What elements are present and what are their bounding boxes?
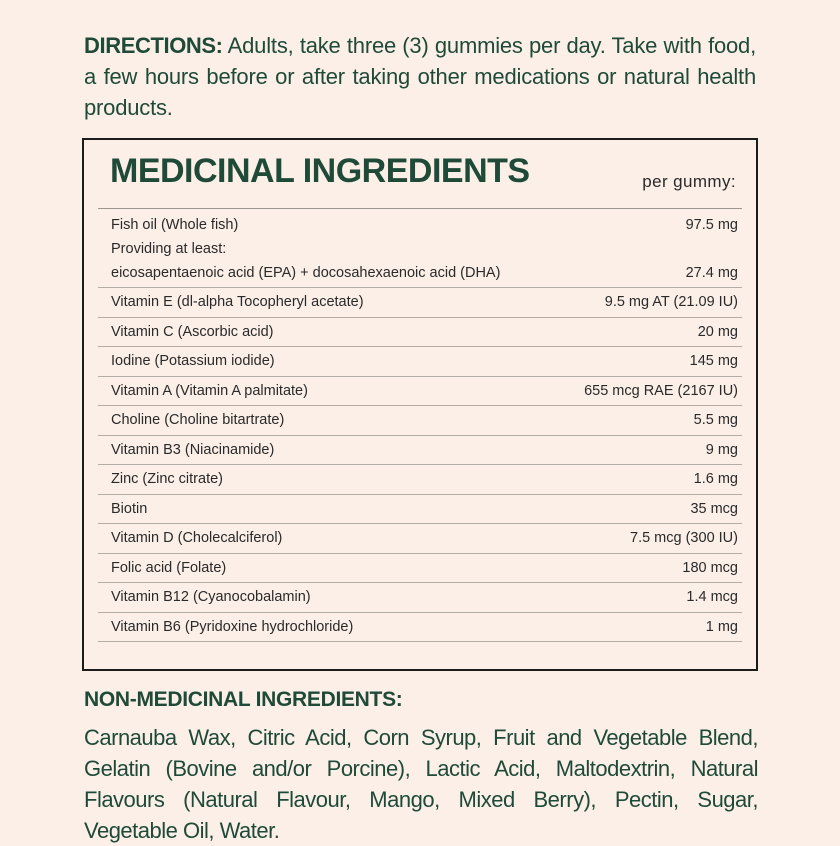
- ingredient-row-list: [98, 288, 742, 642]
- ingredient-line: [98, 288, 742, 317]
- directions-paragraph: [84, 30, 756, 123]
- ingredient-line: [98, 436, 742, 465]
- ingredient-name: Choline (Choline bitartrate): [111, 412, 285, 428]
- ingredient-row: [98, 288, 742, 318]
- ingredient-row-fish-oil: [98, 209, 742, 288]
- ingredient-amount: 35 mcg: [690, 500, 738, 517]
- ingredient-line: [98, 347, 742, 376]
- ingredient-line: [98, 318, 742, 347]
- ingredient-row: [98, 613, 742, 643]
- medicinal-ingredients-panel: [82, 138, 758, 671]
- epa-dha-line: [98, 261, 742, 285]
- ingredient-amount: 97.5 mg: [685, 217, 738, 233]
- ingredient-row: [98, 318, 742, 348]
- ingredient-row: [98, 495, 742, 525]
- ingredient-line: [98, 524, 742, 553]
- ingredient-amount: 1.4 mcg: [686, 589, 738, 605]
- ingredient-amount: 20 mg: [697, 323, 738, 340]
- ingredient-row: [98, 347, 742, 377]
- ingredient-amount: 7.5 mcg (300 IU): [630, 530, 738, 546]
- non-medicinal-text: Carnauba Wax, Citric Acid, Corn Syrup, Fruit and Vegetable Blend, Gelatin (Bovine and/or Porcine), Lactic Acid, Maltodextrin, Natural Flavours (Natural Flavour, Mango, Mixed Berry), Pectin, Sugar, Vegetable Oil, Water.: [84, 725, 758, 843]
- ingredient-amount: 655 mcg RAE (2167 IU): [584, 382, 738, 399]
- medicinal-ingredients-title: MEDICINAL INGREDIENTS: [110, 152, 530, 190]
- ingredient-name: Biotin: [111, 500, 148, 517]
- ingredient-row: [98, 436, 742, 466]
- directions-text: Adults, take three (3) gummies per day. Take with food, a few hours before or after taking other medications or natural health products.: [84, 33, 756, 120]
- ingredient-line: [98, 406, 742, 435]
- per-gummy-label: per gummy:: [642, 172, 736, 191]
- ingredient-name: eicosapentaenoic acid (EPA) + docosahexaenoic acid (DHA): [111, 265, 501, 281]
- ingredient-line: [98, 583, 742, 612]
- ingredient-amount: 9.5 mg AT (21.09 IU): [604, 294, 738, 310]
- ingredient-name: Folic acid (Folate): [111, 559, 227, 576]
- ingredient-line: [98, 377, 742, 406]
- ingredient-line: [98, 495, 742, 524]
- ingredient-amount: 27.4 mg: [685, 265, 738, 281]
- fish-oil-line: [98, 213, 742, 237]
- ingredients-table: [98, 208, 742, 642]
- ingredient-line: [98, 465, 742, 494]
- ingredient-name: Vitamin A (Vitamin A palmitate): [111, 382, 308, 399]
- ingredient-amount: 1 mg: [705, 618, 738, 635]
- ingredient-row: [98, 465, 742, 495]
- providing-label: Providing at least:: [111, 241, 227, 257]
- ingredient-amount: 5.5 mg: [693, 412, 738, 428]
- ingredient-amount: 145 mg: [689, 353, 738, 369]
- ingredient-name: Zinc (Zinc citrate): [111, 471, 223, 487]
- ingredient-line: [98, 613, 742, 642]
- ingredient-row: [98, 583, 742, 613]
- ingredient-amount: 180 mcg: [682, 559, 738, 576]
- ingredient-line: [98, 554, 742, 583]
- ingredient-row: [98, 377, 742, 407]
- ingredient-name: Vitamin E (dl-alpha Tocopheryl acetate): [111, 294, 364, 310]
- ingredient-name: Vitamin B3 (Niacinamide): [111, 441, 275, 458]
- ingredient-name: Vitamin D (Cholecalciferol): [111, 530, 283, 546]
- directions-label: DIRECTIONS:: [84, 33, 223, 58]
- ingredient-amount: 1.6 mg: [693, 471, 738, 487]
- ingredient-name: Iodine (Potassium iodide): [111, 353, 275, 369]
- ingredient-row: [98, 406, 742, 436]
- ingredient-row: [98, 554, 742, 584]
- ingredient-row: [98, 524, 742, 554]
- ingredient-name: Vitamin C (Ascorbic acid): [111, 323, 274, 340]
- ingredient-name: Fish oil (Whole fish): [111, 217, 239, 233]
- ingredient-name: Vitamin B6 (Pyridoxine hydrochloride): [111, 618, 354, 635]
- ingredient-amount: 9 mg: [705, 441, 738, 458]
- non-medicinal-title: NON-MEDICINAL INGREDIENTS:: [84, 688, 403, 711]
- providing-line: [98, 237, 742, 261]
- ingredient-name: Vitamin B12 (Cyanocobalamin): [111, 589, 311, 605]
